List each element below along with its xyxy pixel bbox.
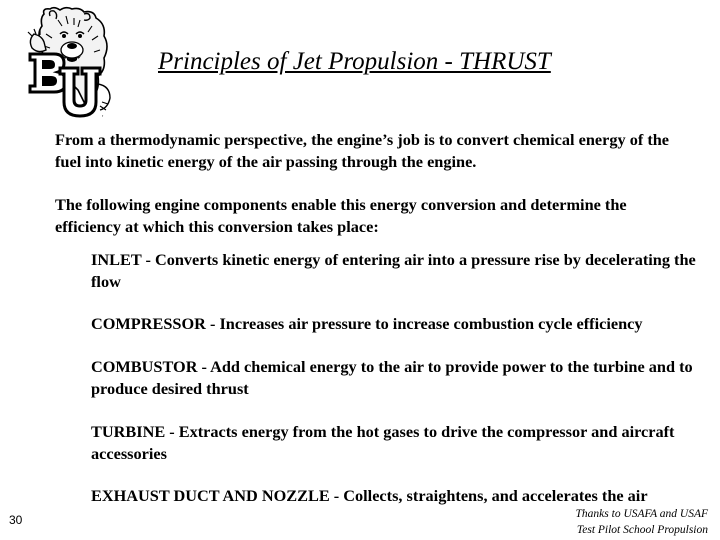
intro-paragraph: From a thermodynamic perspective, the engine’s job is to convert chemical energy of the fuel into kinetic energy of the air passing through the engine. [55, 130, 670, 171]
svg-text:ʳ: ʳ [102, 114, 104, 120]
component-item-inlet: INLET - Converts kinetic energy of entering air into a pressure rise by decelerating the flow [91, 250, 696, 291]
credits-line-1: Thanks to USAFA and USAF [575, 508, 708, 520]
credits-line-2: Test Pilot School Propulsion [576, 524, 708, 536]
components-intro-paragraph: The following engine components enable this energy conversion and determine the efficiency at which this conversion takes place: [55, 195, 627, 236]
component-item-exhaust: EXHAUST DUCT AND NOZZLE - Collects, straightens, and accelerates the air [91, 486, 648, 505]
slide-number: 30 [9, 513, 23, 527]
component-item-combustor: COMBUSTOR - Add chemical energy to the air to provide power to the turbine and to produce desired thrust [91, 357, 693, 398]
credits-note [538, 506, 708, 538]
bear-bu-logo-icon [14, 6, 116, 120]
slide-title: Principles of Jet Propulsion - THRUST [158, 48, 551, 75]
component-item-compressor: COMPRESSOR - Increases air pressure to increase combustion cycle efficiency [91, 314, 643, 333]
component-item-turbine: TURBINE - Extracts energy from the hot gases to drive the compressor and aircraft accessories [91, 422, 675, 463]
